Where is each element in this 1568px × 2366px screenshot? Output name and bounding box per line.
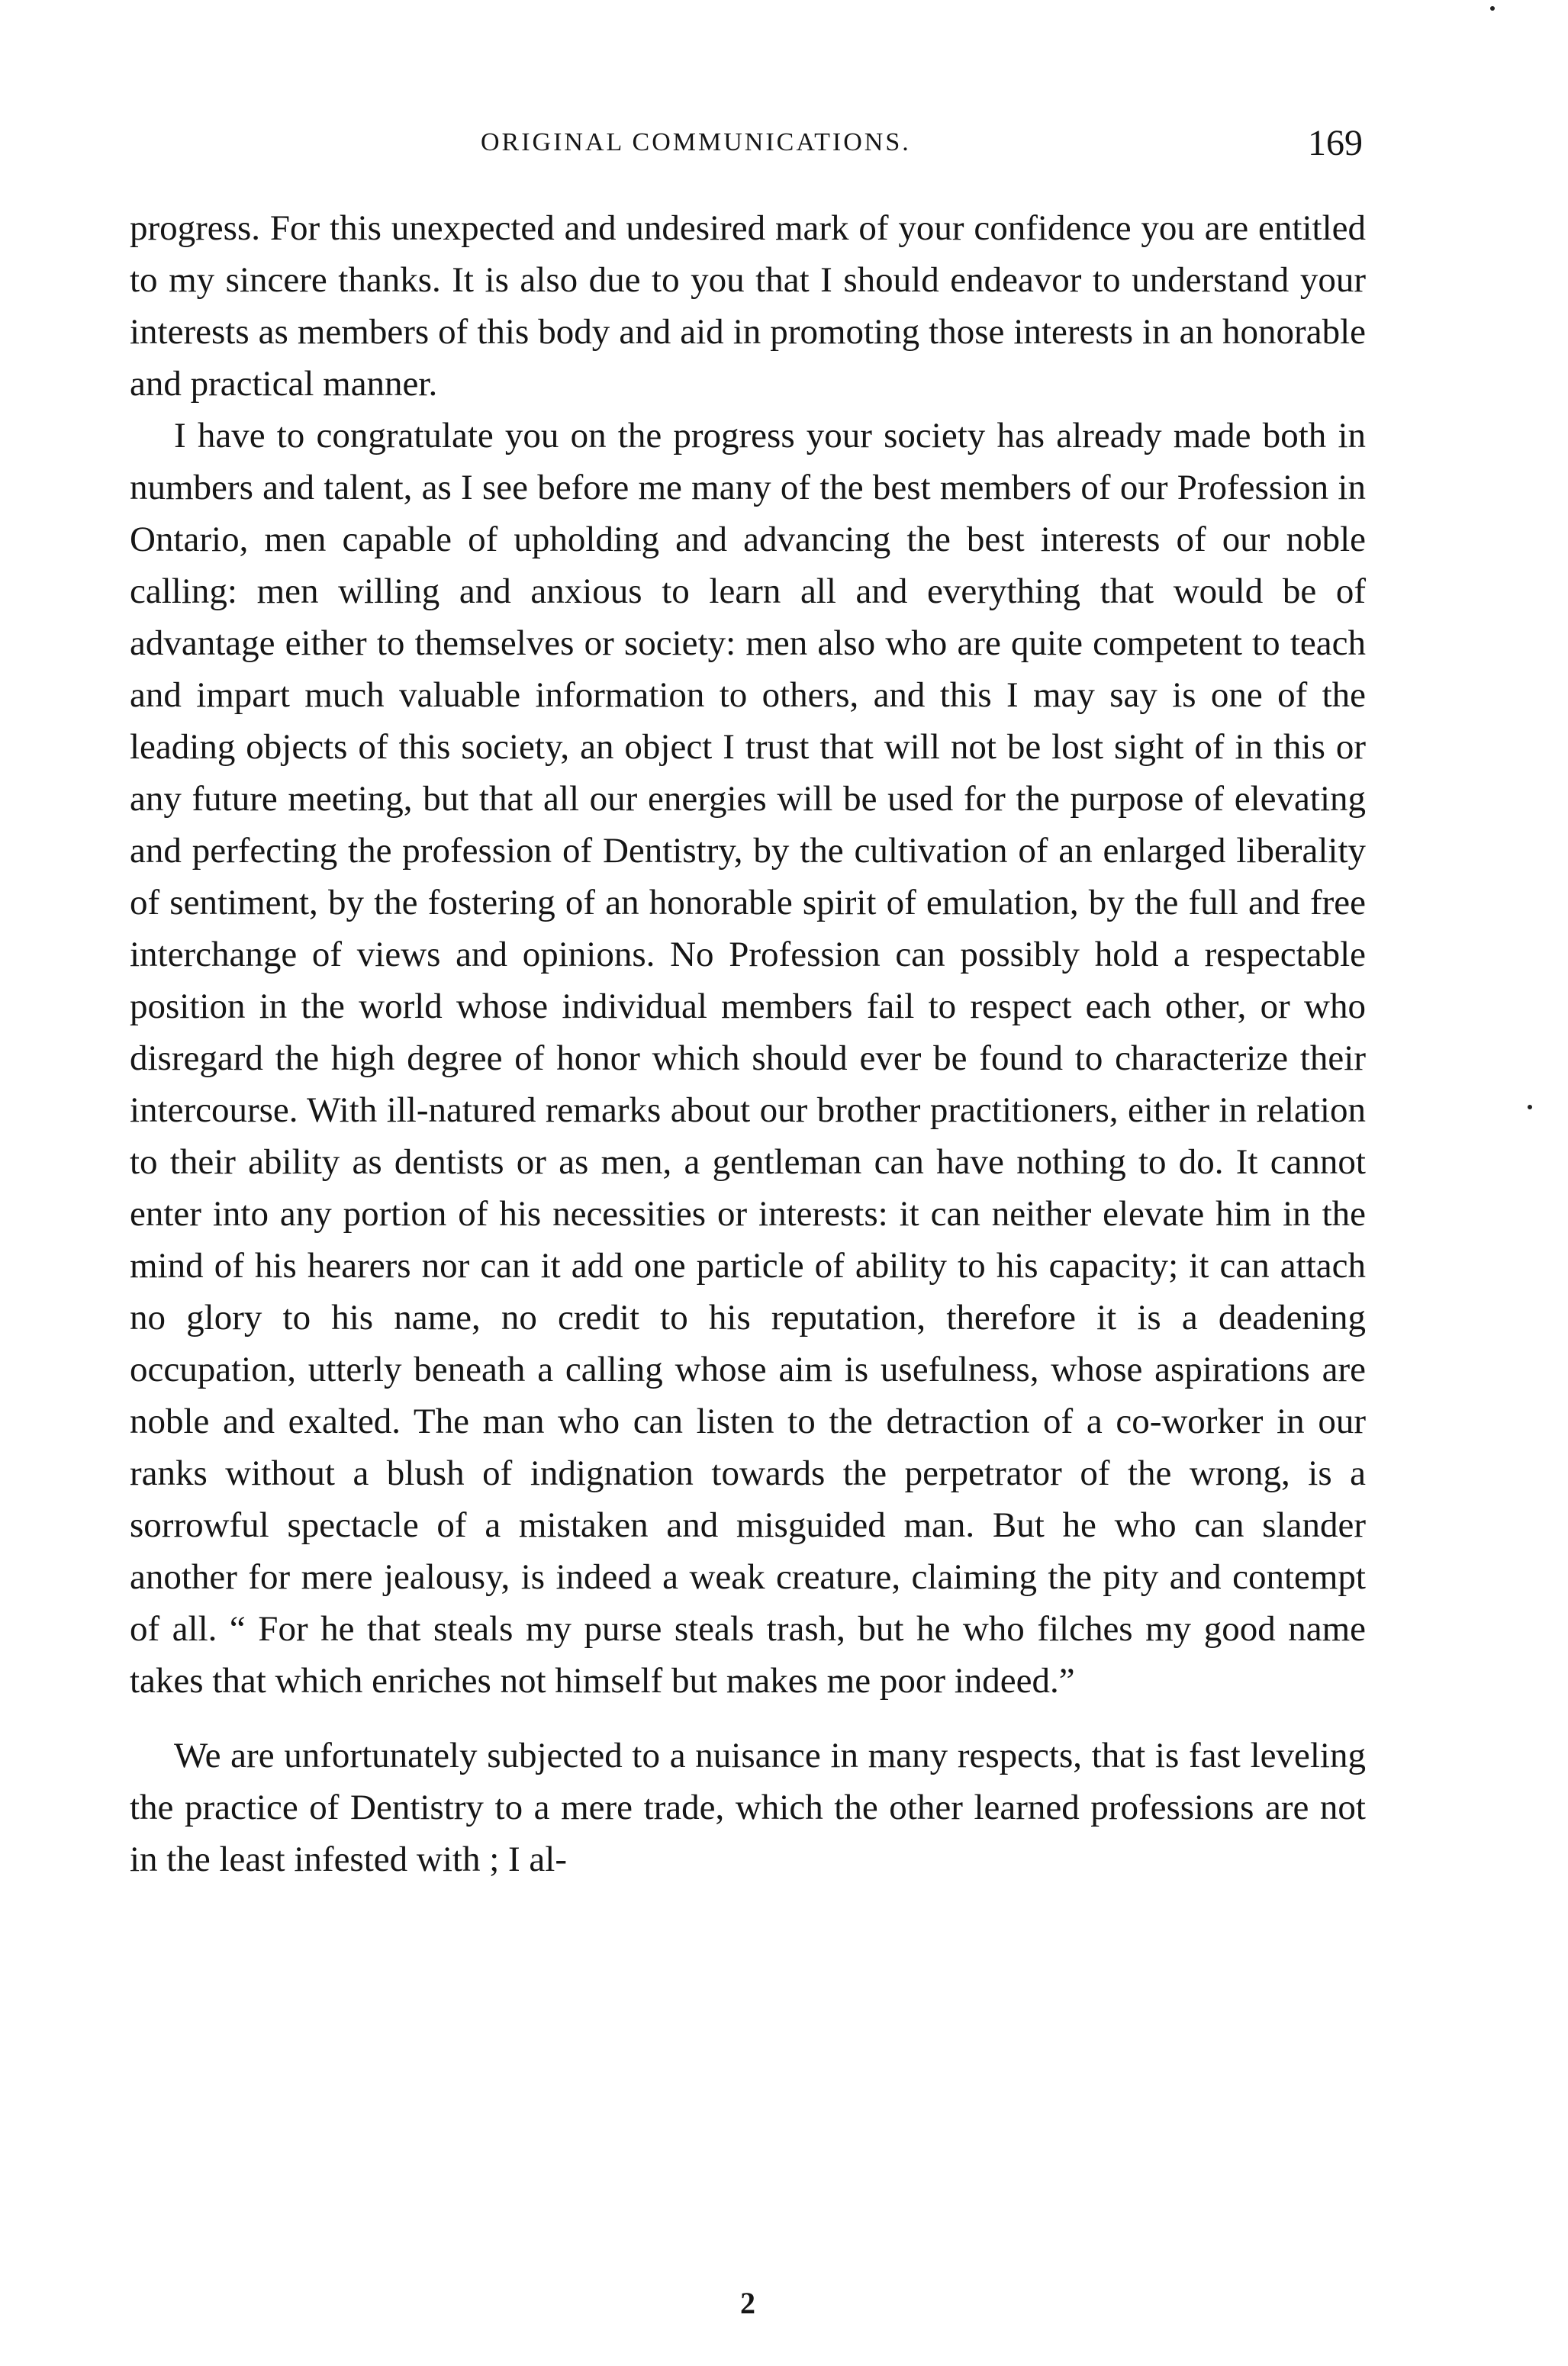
page-header xyxy=(130,123,1366,174)
scan-speck xyxy=(1490,6,1495,11)
page-number: 169 xyxy=(1308,123,1363,163)
scan-speck xyxy=(1528,1105,1532,1109)
paragraph-congratulation: I have to congratulate you on the progress your society has already made both in numbers and talent, as I see before me many of the best members of our Profession in Ontario, men capable of upholding and advancing the best interests of our noble calling: men willing and anxious to learn all and everything that would be of advantage either to themselves or society: men also who are quite competent to teach and impart much valuable information to others, and this I may say is one of the leading objects of this society, an object I trust that will not be lost sight of in this or any future meeting, but that all our energies will be used for the purpose of elevating and perfecting the profession of Dentistry, by the cultivation of an enlarged liberality of sentiment, by the fostering of an honorable spirit of emulation, by the full and free interchange of views and opinions. No Profession can possibly hold a respectable position in the world whose individual members fail to respect each other, or who disregard the high degree of honor which should ever be found to characterize their intercourse. With ill-natured remarks about our brother practitioners, either in relation to their ability as dentists or as men, a gentleman can have nothing to do. It cannot enter into any portion of his necessities or interests: it can neither elevate him in the mind of his hearers nor can it add one particle of ability to his capacity; it can attach no glory to his name, no credit to his reputation, therefore it is a deadening occupation, utterly beneath a calling whose aim is usefulness, whose aspirations are noble and exalted. The man who can listen to the detraction of a co-worker in our ranks without a blush of indignation towards the perpetrator of the wrong, is a sorrowful spectacle of a mistaken and misguided man. But he who can slander another for mere jealousy, is indeed a weak creature, claiming the pity and contempt of all. “ For he that steals my purse steals trash, but he who filches my good name takes that which enriches not himself but makes me poor indeed.” xyxy=(130,416,1366,1701)
running-title: ORIGINAL COMMUNICATIONS. xyxy=(481,128,911,156)
signature-mark: 2 xyxy=(740,2286,755,2320)
document-page xyxy=(130,0,1366,2366)
paragraph-continuation: progress. For this unexpected and undesired mark of your confidence you are entitled to my sincere thanks. It is also due to you that I should endeavor to understand your interests as members of this body and aid in promoting those interests in an honorable and practical manner. xyxy=(130,208,1366,404)
body-text xyxy=(130,202,1366,1885)
paragraph-nuisance: We are unfortunately subjected to a nuisance in many respects, that is fast leveling the practice of Dentistry to a mere trade, which the other learned professions are not in the least infested with ; I al- xyxy=(130,1736,1366,1879)
